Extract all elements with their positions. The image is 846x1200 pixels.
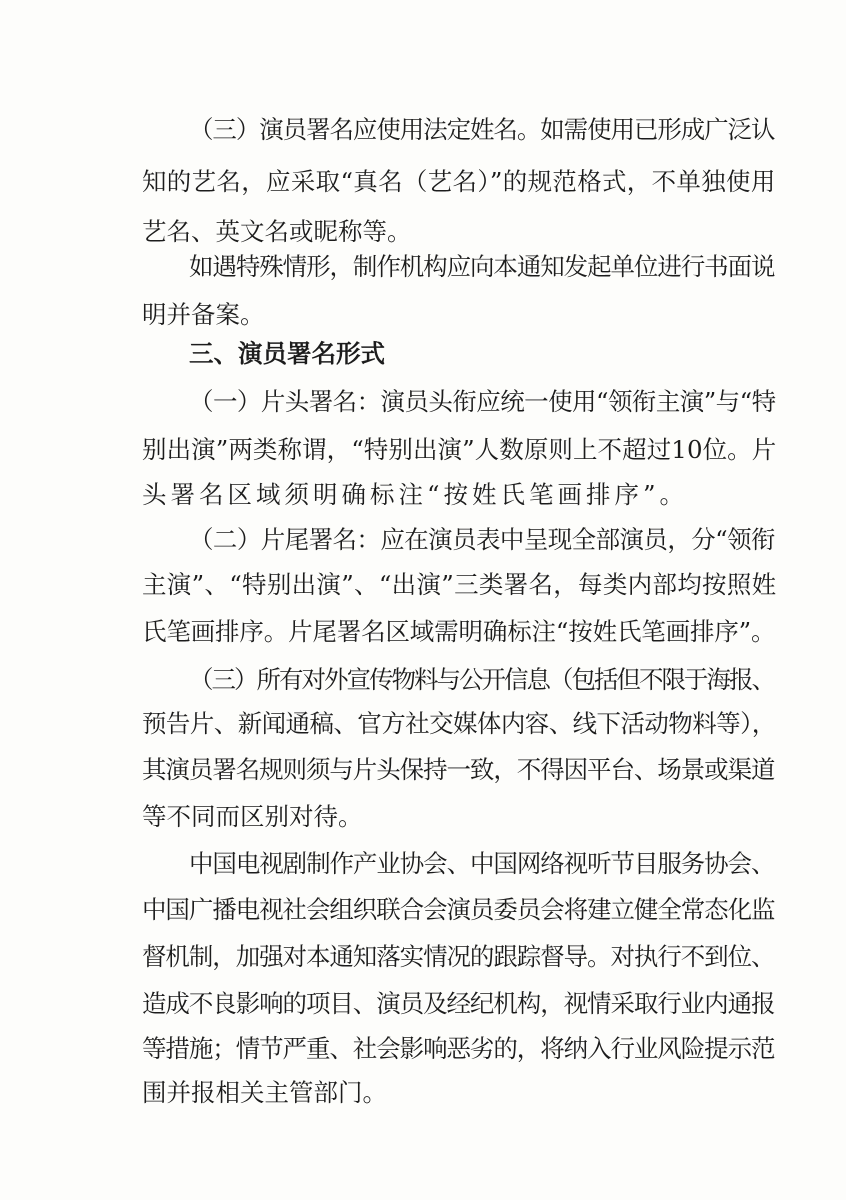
text-line [0,473,846,517]
line-text: （三）所有对外宣传物料与公开信息（包括但不限于海报、 [189,665,774,694]
text-line [0,245,846,289]
line-text: （二）片尾署名：应在演员表中呈现全部演员，分“领衔 [189,525,775,554]
line-text: 等措施；情节严重、社会影响恶劣的，将纳入行业风险提示范 [142,1034,775,1063]
line-text: 明并备案。 [142,300,265,329]
text-line [0,888,846,932]
text-line [0,610,846,654]
line-text: 别出演”两类称谓，“特别出演”人数原则上不超过10位。片 [142,435,777,464]
line-text: 艺名、英文名或昵称等。 [142,217,412,246]
text-line [0,982,846,1026]
text-line [0,108,846,152]
line-text: （一）片头署名：演员头衔应统一使用“领衔主演”与“特 [189,387,776,416]
text-line [0,842,846,886]
line-text: 等不同而区别对待。 [142,802,363,831]
line-text: 督机制，加强对本通知落实情况的跟踪督导。对执行不到位、 [142,942,775,971]
section-heading [0,332,846,376]
line-text: 知的艺名，应采取“真名（艺名）”的规范格式，不单独使用 [142,167,776,196]
line-text: 氏笔画排序。片尾署名区域需明确标注“按姓氏笔画排序”。 [142,617,776,646]
line-text: 造成不良影响的项目、演员及经纪机构，视情采取行业内通报 [142,989,775,1018]
text-line [0,380,846,424]
text-line [0,1071,846,1115]
text-line [0,428,846,472]
text-line [0,518,846,562]
line-text: （三）演员署名应使用法定姓名。如需使用已形成广泛认 [189,115,775,144]
text-line [0,935,846,979]
line-text: 预告片、新闻通稿、官方社交媒体内容、线下活动物料等）， [142,709,776,738]
line-text: 围并报相关主管部门。 [142,1078,387,1107]
line-text: 其演员署名规则须与片头保持一致，不得因平台、场景或渠道 [142,755,775,784]
text-line [0,658,846,702]
text-line [0,160,846,204]
heading-text: 三、演员署名形式 [189,339,385,368]
text-line [0,1027,846,1071]
line-text: 主演”、“特别出演”、“出演”三类署名，每类内部均按照姓 [142,570,777,599]
text-line [0,293,846,337]
text-line [0,748,846,792]
line-text: 中国广播电视社会组织联合会演员委员会将建立健全常态化监 [142,895,775,924]
line-text: 如遇特殊情形，制作机构应向本通知发起单位进行书面说 [189,252,775,281]
line-text: 头署名区域须明确标注“按姓氏笔画排序”。 [142,480,689,509]
text-line [0,702,846,746]
line-text: 中国电视剧制作产业协会、中国网络视听节目服务协会、 [189,849,775,878]
text-line [0,563,846,607]
text-line [0,795,846,839]
